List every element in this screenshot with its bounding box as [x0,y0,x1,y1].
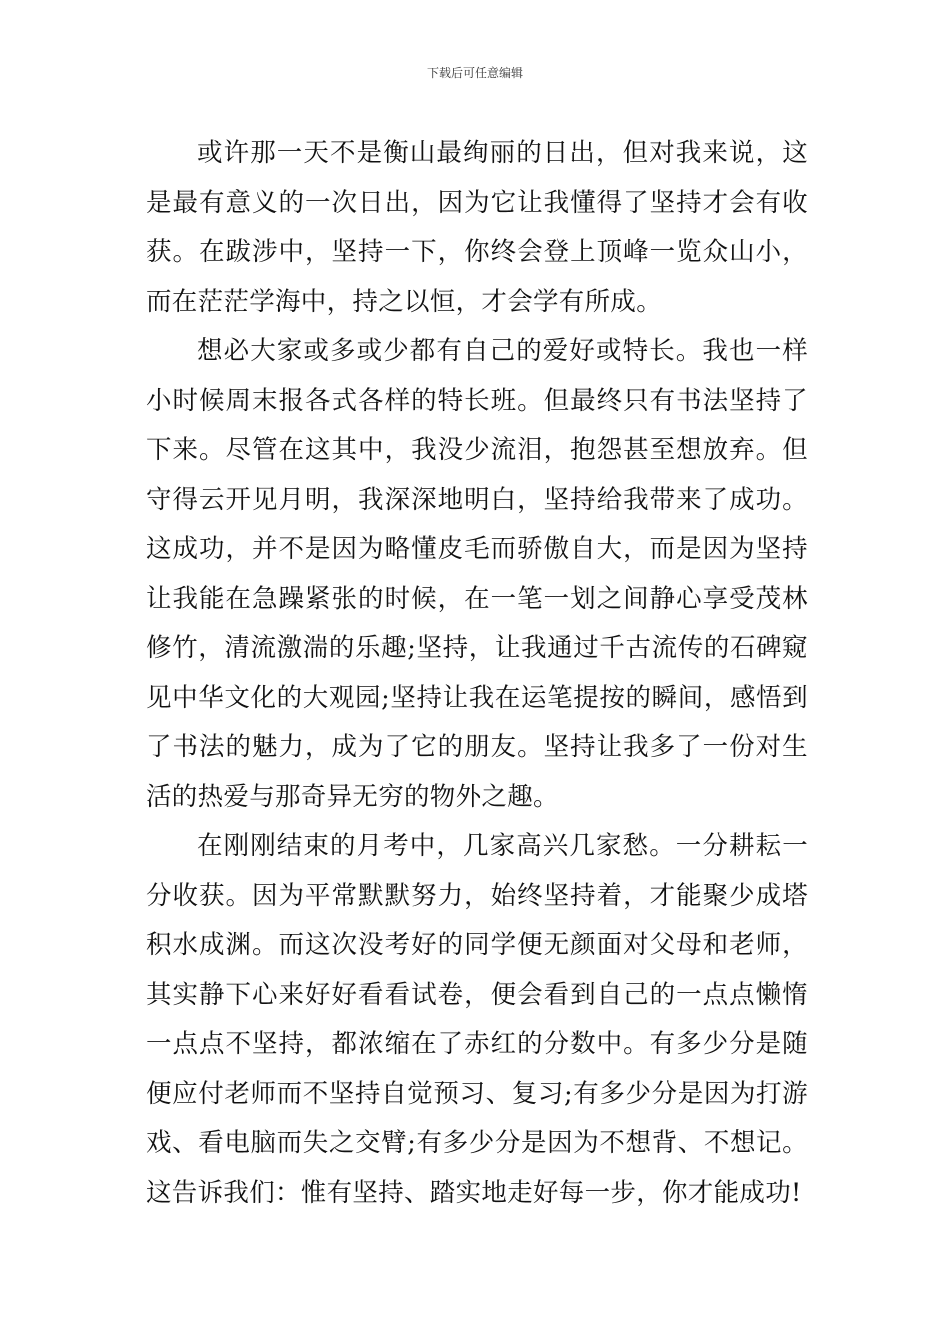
paragraph: 或许那一天不是衡山最绚丽的日出，但对我来说，这是最有意义的一次日出，因为它让我懂得了坚持才会有收获。在跋涉中，坚持一下，你终会登上顶峰一览众山小，而在茫茫学海中，持之以恒，才会学有所成。 [146,138,808,317]
paragraph: 在刚刚结束的月考中，几家高兴几家愁。一分耕耘一分收获。因为平常默默努力，始终坚持着，才能聚少成塔积水成渊。而这次没考好的同学便无颜面对父母和老师，其实静下心来好好看看试卷，便会看到自己的一点点懒惰一点点不坚持，都浓缩在了赤红的分数中。有多少分是随便应付老师而不坚持自觉预习、复习;有多少分是因为打游戏、看电脑而失之交臂;有多少分是因为不想背、不想记。这告诉我们：惟有坚持、踏实地走好每一步，你才能成功! [146,831,808,1208]
paragraph: 想必大家或多或少都有自己的爱好或特长。我也一样小时候周末报各式各样的特长班。但最终只有书法坚持了下来。尽管在这其中，我没少流泪，抱怨甚至想放弃。但守得云开见月明，我深深地明白，坚持给我带来了成功。这成功，并不是因为略懂皮毛而骄傲自大，而是因为坚持让我能在急躁紧张的时候，在一笔一划之间静心享受茂林修竹，清流激湍的乐趣;坚持，让我通过千古流传的石碑窥见中华文化的大观园;坚持让我在运笔提按的瞬间，感悟到了书法的魅力，成为了它的朋友。坚持让我多了一份对生活的热爱与那奇异无穷的物外之趣。 [146,336,808,812]
page-header: 下载后可任意编辑 [426,66,523,80]
document-body [146,129,808,1218]
